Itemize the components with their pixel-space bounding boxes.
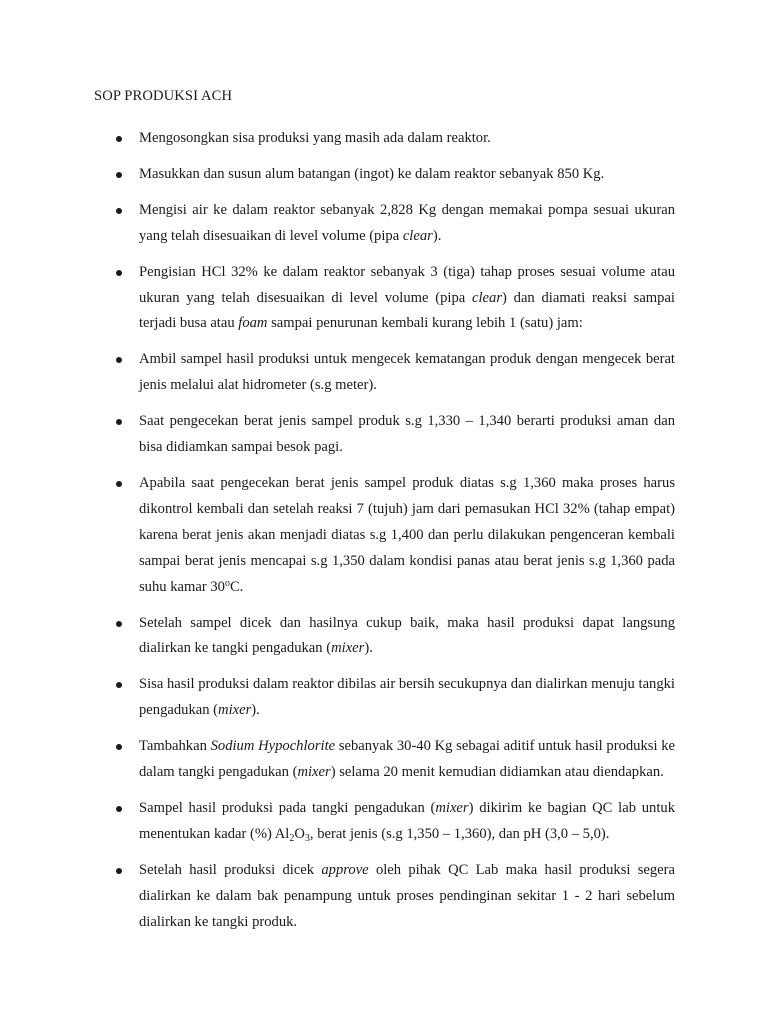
text-run: Sampel hasil produksi pada tangki pengadukan ( [139, 799, 436, 816]
sop-step-item [94, 126, 675, 152]
sop-step-item [94, 611, 675, 663]
italic-term: Sodium Hypochlorite [210, 738, 336, 755]
sop-step-item [94, 734, 675, 786]
sop-step-text [139, 611, 675, 663]
sop-step-item [94, 858, 675, 936]
text-run: ). [364, 640, 373, 657]
sop-step-item [94, 198, 675, 250]
bullet-icon [116, 481, 122, 487]
sop-step-text [139, 260, 675, 338]
sop-step-text [139, 409, 675, 461]
sop-step-text [139, 734, 675, 786]
sop-step-text [139, 347, 675, 399]
text-run: O [294, 825, 305, 842]
italic-term: clear [402, 227, 433, 244]
sop-step-text [139, 198, 675, 250]
superscript: o [224, 577, 230, 589]
sop-step-text [139, 162, 675, 188]
bullet-icon [116, 682, 122, 688]
sop-step-item [94, 409, 675, 461]
bullet-icon [116, 744, 122, 750]
italic-term: approve [321, 861, 369, 878]
text-run: Masukkan dan susun alum batangan (ingot) ke dalam reaktor sebanyak 850 Kg. [139, 165, 605, 182]
bullet-icon [116, 419, 122, 425]
sop-step-text [139, 126, 675, 152]
italic-term: mixer [435, 799, 469, 816]
text-run: C. [229, 578, 244, 595]
sop-step-text [139, 796, 675, 848]
subscript: 2 [289, 832, 295, 844]
sop-step-item [94, 260, 675, 338]
sop-step-item [94, 471, 675, 601]
bullet-icon [116, 136, 122, 142]
text-run: Setelah hasil produksi dicek [139, 861, 322, 878]
italic-term: mixer [331, 640, 365, 657]
text-run: , berat jenis (s.g 1,350 – 1,360), dan pH (3,0 – 5,0). [309, 825, 610, 842]
text-run: Ambil sampel hasil produksi untuk mengecek kematangan produk dengan mengecek berat jenis melalui alat hidrometer (s.g meter). [139, 351, 675, 394]
text-run: oleh pihak QC Lab maka hasil produksi segera dialirkan ke dalam bak penampung untuk proses pendinginan sekitar 1 - 2 hari sebelum dialirkan ke tangki produk. [139, 861, 676, 930]
text-run: Saat pengecekan berat jenis sampel produk s.g 1,330 – 1,340 berarti produksi aman dan bisa didiamkan sampai besok pagi. [139, 413, 675, 456]
subscript: 3 [304, 832, 310, 844]
bullet-icon [116, 357, 122, 363]
text-run: ) selama 20 menit kemudian didiamkan atau diendapkan. [330, 764, 664, 781]
text-run: Tambahkan [139, 738, 211, 755]
sop-step-text [139, 858, 675, 936]
text-run: Mengosongkan sisa produksi yang masih ada dalam reaktor. [139, 130, 491, 146]
sop-step-text [139, 471, 675, 601]
italic-term: clear [472, 289, 503, 306]
text-run: Setelah sampel dicek dan hasilnya cukup baik, maka hasil produksi dapat langsung dialirkan ke tangki pengadukan ( [139, 614, 675, 657]
sop-step-item [94, 347, 675, 399]
italic-term: foam [238, 315, 268, 332]
text-run: Sisa hasil produksi dalam reaktor dibilas air bersih secukupnya dan dialirkan menuju tangki pengadukan ( [139, 676, 675, 719]
bullet-icon [116, 208, 122, 214]
document-title: SOP PRODUKSI ACH [94, 88, 233, 104]
bullet-icon [116, 172, 122, 178]
text-run: ) dikirim ke bagian QC lab untuk menentukan kadar (%) Al [139, 799, 675, 842]
italic-term: mixer [218, 702, 252, 719]
text-run: Mengisi air ke dalam reaktor sebanyak 2,828 Kg dengan memakai pompa sesuai ukuran yang telah disesuaikan di level volume (pipa [139, 201, 675, 244]
bullet-icon [116, 270, 122, 276]
sop-step-item [94, 162, 675, 188]
text-run: sampai penurunan kembali kurang lebih 1 (satu) jam: [267, 315, 583, 332]
sop-step-text [139, 672, 675, 724]
text-run: ). [432, 227, 442, 244]
bullet-icon [116, 806, 122, 812]
text-run: ). [251, 702, 260, 719]
bullet-icon [116, 868, 122, 874]
sop-step-list [94, 126, 675, 945]
text-run: Pengisian HCl 32% ke dalam reaktor sebanyak 3 (tiga) tahap proses sesuai volume atau ukuran yang telah disesuaikan di level volume (pipa [139, 263, 675, 306]
text-run: ) dan diamati reaksi sampai terjadi busa atau [139, 289, 675, 332]
italic-term: mixer [297, 764, 331, 781]
sop-step-item [94, 672, 675, 724]
text-run: sebanyak 30-40 Kg sebagai aditif untuk hasil produksi ke dalam tangki pengadukan ( [139, 738, 676, 781]
bullet-icon [116, 621, 122, 627]
sop-step-item [94, 796, 675, 848]
text-run: Apabila saat pengecekan berat jenis sampel produk diatas s.g 1,360 maka proses harus dikontrol kembali dan setelah reaksi 7 (tujuh) jam dari pemasukan HCl 32% (tahap empat) karena berat jenis akan menjadi diatas s.g 1,400 dan perlu dilakukan pengenceran kembali sampai berat jenis mencapai s.g 1,350 dalam kondisi panas atau berat jenis s.g 1,360 pada suhu kamar 30 [139, 474, 675, 595]
